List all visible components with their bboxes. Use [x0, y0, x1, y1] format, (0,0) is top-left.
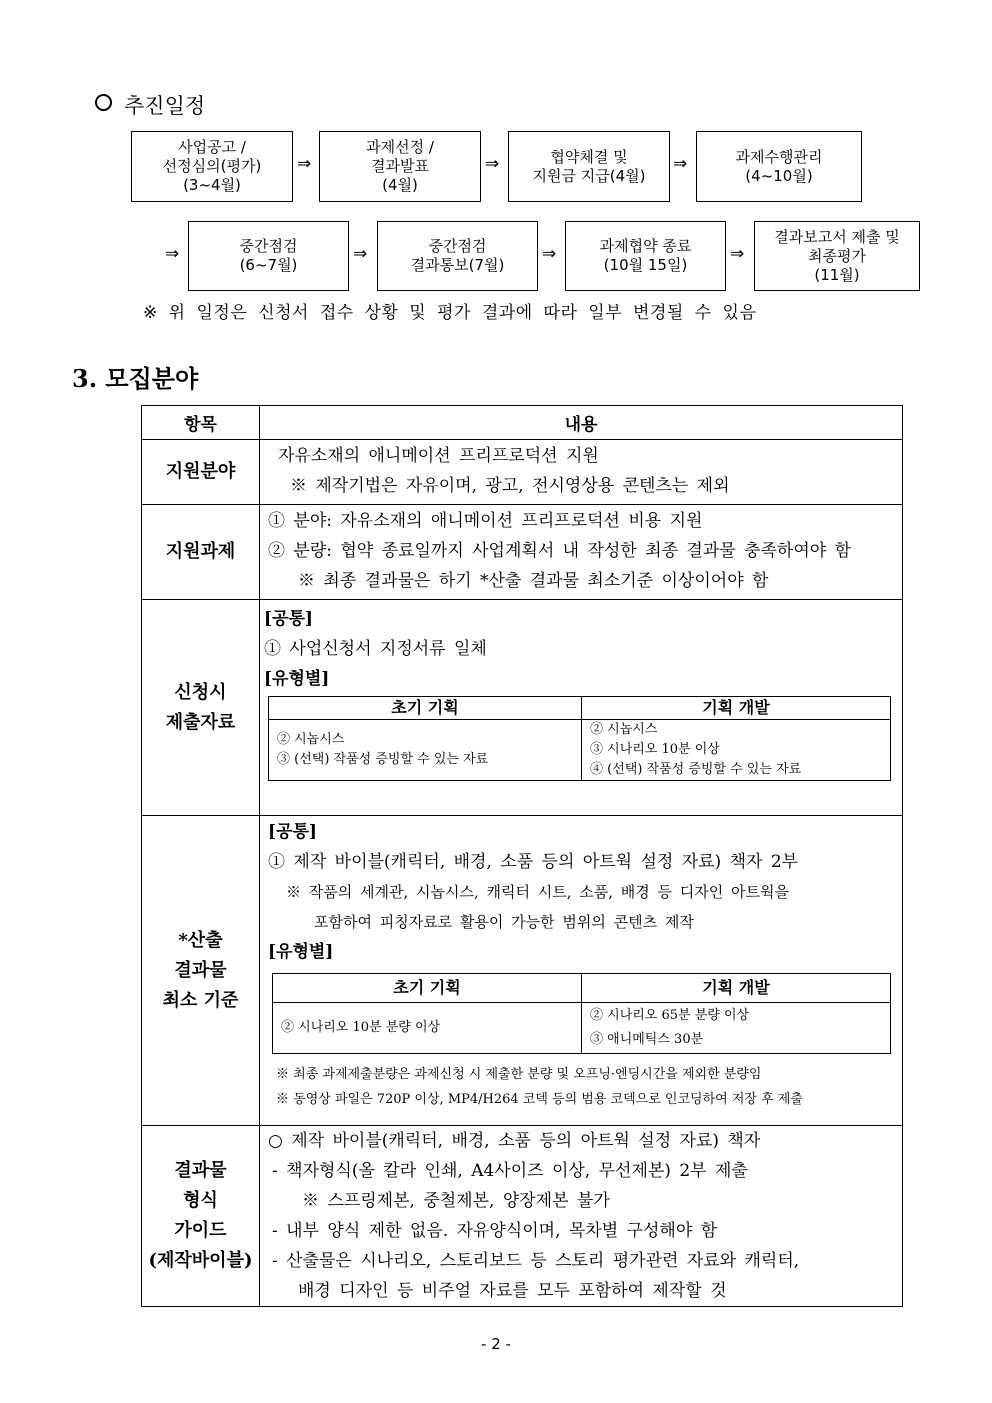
cell-line: ② 시나리오 65분 분량 이상 [590, 1008, 750, 1023]
content-note: ※ 스프링제본, 중철제본, 양장제본 불가 [302, 1191, 610, 1211]
arrow-right-icon: ⇒ [485, 154, 500, 174]
schedule-title [95, 90, 205, 120]
label-line: 결과물 [174, 1160, 227, 1181]
step-line: (4월) [382, 176, 418, 194]
row-content [260, 1126, 903, 1307]
label-line: 최소 기준 [162, 989, 239, 1011]
content-line: 자유소재의 애니메이션 프리프로덕션 지원 [278, 446, 599, 466]
schedule-step-2 [319, 131, 481, 202]
schedule-step-7 [565, 221, 726, 291]
content-line: ① 제작 바이블(캐릭터, 배경, 소품 등의 아트웍 설정 자료) 책자 2부 [268, 852, 799, 872]
content-line: - 책자형식(올 칼라 인쇄, A4사이즈 이상, 무선제본) 2부 제출 [272, 1161, 748, 1181]
recruitment-table [141, 405, 903, 1307]
schedule-step-5 [188, 221, 349, 291]
schedule-step-8 [754, 221, 920, 291]
dev-cell [582, 720, 891, 781]
row-content [260, 816, 903, 1126]
row-content [260, 600, 903, 816]
section-title: 3. 모집분야 [72, 364, 199, 393]
table-row-min-output [142, 816, 903, 1126]
row-label: 지원과제 [142, 505, 260, 600]
label-line: 신청시 [174, 681, 227, 703]
label-line: 결과물 [174, 959, 227, 981]
row-label [142, 1126, 260, 1307]
step-line: 지원금 지급(4월) [532, 166, 646, 185]
arrow-right-icon: ⇒ [297, 154, 312, 174]
step-line: (10월 15일) [603, 256, 688, 274]
dev-cell [582, 1003, 891, 1054]
submission-type-table [268, 696, 891, 781]
min-output-notes [268, 1062, 893, 1112]
sub-header-early: 초기 기획 [269, 697, 582, 720]
common-heading: [공통] [268, 822, 317, 842]
step-line: 과제협약 종료 [599, 237, 692, 255]
step-line: (6~7월) [239, 256, 298, 274]
step-line: 과제수행관리 [735, 147, 823, 166]
schedule-step-4 [696, 131, 862, 202]
content-note: ※ 최종 결과물은 하기 *산출 결과물 최소기준 이상이어야 함 [298, 571, 769, 591]
step-line: 중간점검 [428, 237, 487, 255]
type-heading: [유형별] [264, 669, 330, 689]
step-line: 결과통보(7월) [410, 256, 505, 274]
cell-line: ③ 시나리오 10분 이상 [590, 742, 720, 757]
min-output-type-table [272, 973, 891, 1054]
cell-line: ④ (선택) 작품성 증빙할 수 있는 자료 [590, 762, 802, 777]
step-line: 선정심의(평가) [162, 157, 262, 175]
content-line: ① 사업신청서 지정서류 일체 [264, 639, 487, 659]
content-line: 배경 디자인 등 비주얼 자료를 모두 포함하여 제작할 것 [298, 1281, 727, 1301]
step-line: 과제선정 / [366, 138, 434, 156]
common-heading: [공통] [264, 609, 313, 629]
footnote: ※ 최종 과제제출분량은 과제신청 시 제출한 분량 및 오프닝·엔딩시간을 제외한 분량임 [276, 1067, 762, 1082]
schedule-step-1 [131, 131, 293, 202]
content-line: ○ 제작 바이블(캐릭터, 배경, 소품 등의 아트웍 설정 자료) 책자 [268, 1131, 761, 1151]
arrow-right-icon: ⇒ [353, 244, 368, 264]
step-line: 중간점검 [239, 237, 298, 255]
arrow-right-icon: ⇒ [730, 244, 745, 264]
step-line: 결과보고서 제출 및 [774, 227, 900, 246]
table-row-support-task [142, 505, 903, 600]
schedule-note: ※ 위 일정은 신청서 접수 상황 및 평가 결과에 따라 일부 변경될 수 있음 [143, 303, 757, 323]
sub-header-dev: 기획 개발 [582, 974, 891, 1003]
row-content [260, 440, 903, 505]
step-line: (11월) [814, 265, 860, 284]
row-label [142, 600, 260, 816]
row-content [260, 505, 903, 600]
content-note: ※ 제작기법은 자유이며, 광고, 전시영상용 콘텐츠는 제외 [290, 476, 730, 496]
arrow-right-icon: ⇒ [165, 244, 180, 264]
step-line: 협약체결 및 [550, 147, 628, 166]
schedule-step-3 [508, 131, 670, 202]
step-line: 사업공고 / [178, 138, 246, 156]
content-line: - 내부 양식 제한 없음. 자유양식이며, 목차별 구성해야 함 [272, 1221, 718, 1241]
content-note: 포함하여 피칭자료로 활용이 가능한 범위의 콘텐츠 제작 [314, 913, 694, 931]
content-note: ※ 작품의 세계관, 시놉시스, 캐릭터 시트, 소품, 배경 등 디자인 아트웍을 [286, 883, 789, 901]
footnote: ※ 동영상 파일은 720P 이상, MP4/H264 코덱 등의 범용 코덱으로 인코딩하여 저장 후 제출 [276, 1092, 803, 1107]
cell-line: ③ 애니메틱스 30분 [590, 1032, 704, 1047]
step-line: 최종평가 [808, 246, 866, 265]
type-heading: [유형별] [268, 942, 334, 962]
sub-header-early: 초기 기획 [273, 974, 582, 1003]
schedule-title-text: 추진일정 [124, 94, 206, 118]
label-line: 형식 [183, 1190, 218, 1211]
label-line: *산출 [178, 929, 223, 951]
table-row-submission [142, 600, 903, 816]
circle-bullet-icon [95, 94, 112, 111]
content-line: ② 분량: 협약 종료일까지 사업계획서 내 작성한 최종 결과물 충족하여야 함 [268, 541, 852, 561]
step-line: 결과발표 [371, 157, 429, 175]
early-cell [273, 1003, 582, 1054]
header-item: 항목 [142, 406, 260, 440]
step-line: (3~4월) [183, 176, 241, 194]
table-row-format-guide [142, 1126, 903, 1307]
arrow-right-icon: ⇒ [673, 154, 688, 174]
content-line: - 산출물은 시나리오, 스토리보드 등 스토리 평가관련 자료와 캐릭터, [272, 1251, 800, 1271]
cell-line: ② 시놉시스 [277, 732, 345, 747]
header-content: 내용 [260, 406, 903, 440]
row-label: 지원분야 [142, 440, 260, 505]
row-label [142, 816, 260, 1126]
sub-header-dev: 기획 개발 [582, 697, 891, 720]
early-cell [269, 720, 582, 781]
step-line: (4~10월) [745, 166, 813, 185]
cell-line: ② 시놉시스 [590, 722, 658, 737]
label-line: 제출자료 [165, 711, 236, 733]
arrow-right-icon: ⇒ [542, 244, 557, 264]
content-line: ① 분야: 자유소재의 애니메이션 프리프로덕션 비용 지원 [268, 511, 703, 531]
cell-line: ③ (선택) 작품성 증빙할 수 있는 자료 [277, 752, 489, 767]
page-number: - 2 - [481, 1335, 511, 1353]
table-row-support-field [142, 440, 903, 505]
label-line: (제작바이블) [148, 1250, 253, 1271]
schedule-step-6 [377, 221, 538, 291]
label-line: 가이드 [174, 1220, 227, 1241]
cell-line: ② 시나리오 10분 분량 이상 [281, 1020, 441, 1035]
table-header-row [142, 406, 903, 440]
